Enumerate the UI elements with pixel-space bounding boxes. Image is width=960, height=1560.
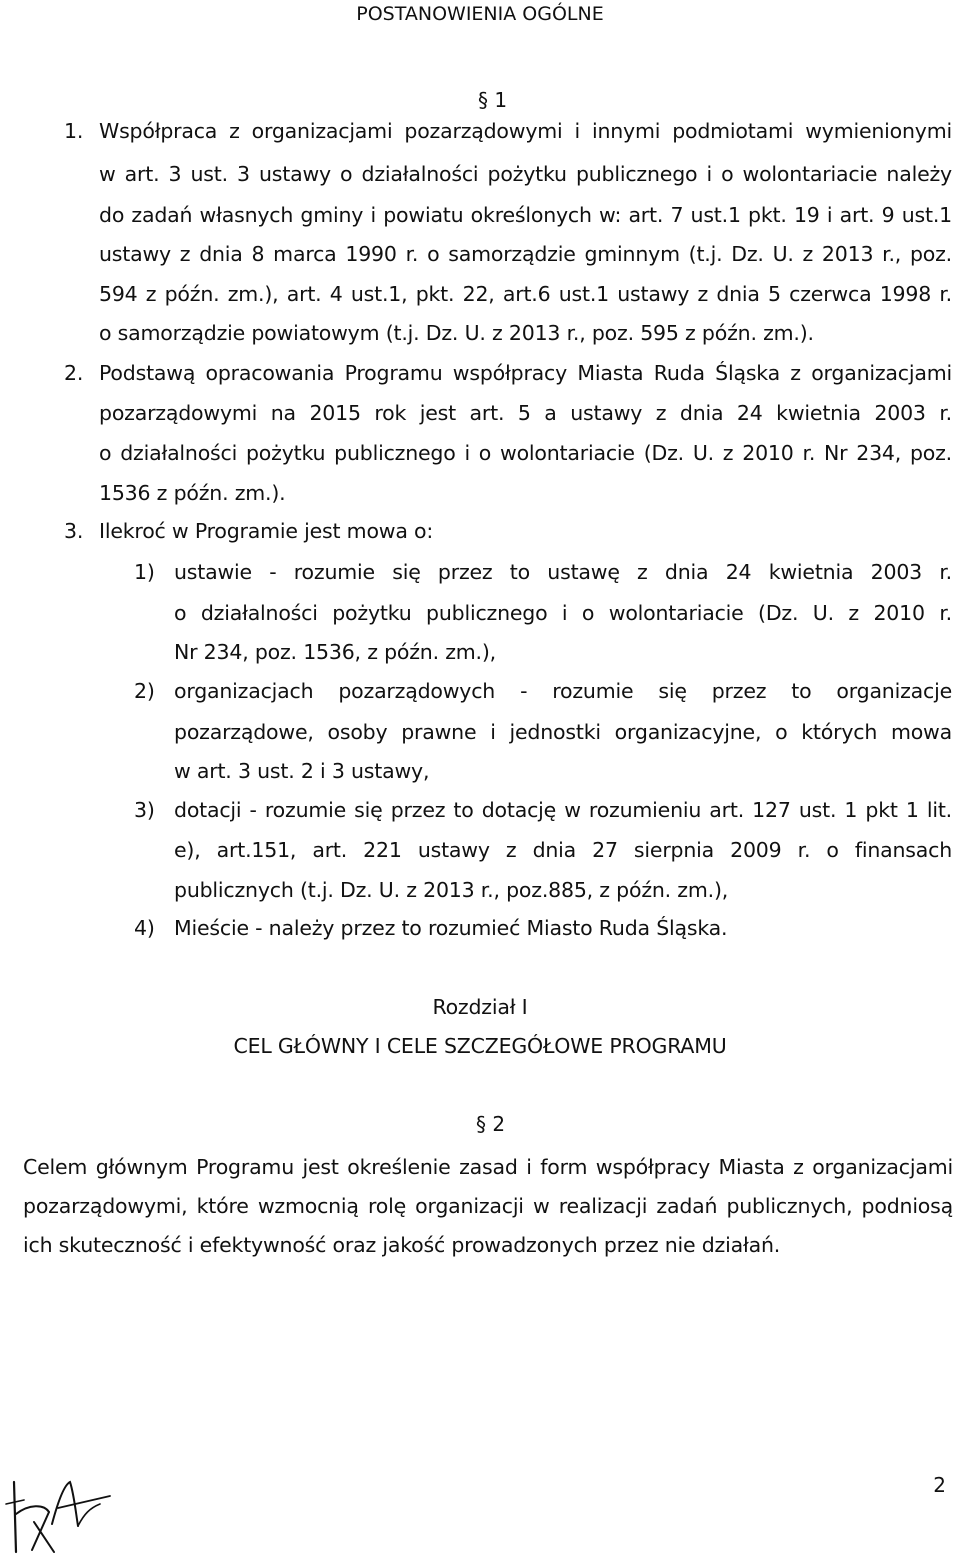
- item-1-line-3: do zadań własnych gminy i powiatu określonych w: art. 7 ust.1 pkt. 19 i art. 9 ust.1: [99, 203, 952, 227]
- item-2-line-1: Podstawą opracowania Programu współpracy Miasta Ruda Śląska z organizacjami: [99, 361, 952, 385]
- subitem-3-line-1: dotacji - rozumie się przez to dotację w rozumieniu art. 127 ust. 1 pkt 1 lit.: [174, 798, 952, 822]
- chapter-label: Rozdział I: [432, 995, 528, 1019]
- item-1-line-6: o samorządzie powiatowym (t.j. Dz. U. z 2013 r., poz. 595 z późn. zm.).: [99, 321, 814, 345]
- item-1-number: 1.: [64, 119, 84, 143]
- subitem-2-number: 2): [134, 679, 155, 703]
- subitem-1-number: 1): [134, 560, 155, 584]
- page-number: 2: [933, 1473, 946, 1497]
- subitem-1-line-2: o działalności pożytku publicznego i o wolontariacie (Dz. U. z 2010 r.: [174, 601, 952, 625]
- section-2-sign: § 2: [476, 1112, 506, 1136]
- subitem-3-line-2: e), art.151, art. 221 ustawy z dnia 27 sierpnia 2009 r. o finansach: [174, 838, 952, 862]
- item-2-number: 2.: [64, 361, 84, 385]
- item-1-line-2: w art. 3 ust. 3 ustawy o działalności pożytku publicznego i o wolontariacie należy: [99, 162, 952, 186]
- chapter-title: CEL GŁÓWNY I CELE SZCZEGÓŁOWE PROGRAMU: [233, 1034, 727, 1058]
- subitem-1-line-1: ustawie - rozumie się przez to ustawę z dnia 24 kwietnia 2003 r.: [174, 560, 952, 584]
- section-2-line-3: ich skuteczność i efektywność oraz jakość prowadzonych przez nie działań.: [23, 1233, 781, 1257]
- item-1-line-5: 594 z późn. zm.), art. 4 ust.1, pkt. 22, art.6 ust.1 ustawy z dnia 5 czerwca 1998 r.: [99, 282, 952, 306]
- item-2-line-2: pozarządowymi na 2015 rok jest art. 5 a ustawy z dnia 24 kwietnia 2003 r.: [99, 401, 952, 425]
- section-2-line-1: Celem głównym Programu jest określenie zasad i form współpracy Miasta z organizacjami: [23, 1155, 953, 1179]
- subitem-3-number: 3): [134, 798, 155, 822]
- item-3-line-1: Ilekroć w Programie jest mowa o:: [99, 519, 434, 543]
- subitem-4-number: 4): [134, 916, 155, 940]
- section-1-sign: § 1: [478, 88, 508, 112]
- item-2-line-3: o działalności pożytku publicznego i o wolontariacie (Dz. U. z 2010 r. Nr 234, poz.: [99, 441, 952, 465]
- subitem-4-line-1: Mieście - należy przez to rozumieć Miasto Ruda Śląska.: [174, 916, 728, 940]
- subitem-2-line-3: w art. 3 ust. 2 i 3 ustawy,: [174, 759, 430, 783]
- item-1-line-1: Współpraca z organizacjami pozarządowymi i innymi podmiotami wymienionymi: [99, 119, 952, 143]
- item-1-line-4: ustawy z dnia 8 marca 1990 r. o samorządzie gminnym (t.j. Dz. U. z 2013 r., poz.: [99, 242, 952, 266]
- subitem-2-line-2: pozarządowe, osoby prawne i jednostki organizacyjne, o których mowa: [174, 720, 952, 744]
- signature-icon: [4, 1474, 114, 1554]
- page-heading: POSTANOWIENIA OGÓLNE: [356, 3, 604, 25]
- subitem-3-line-3: publicznych (t.j. Dz. U. z 2013 r., poz.885, z późn. zm.),: [174, 878, 729, 902]
- section-2-line-2: pozarządowymi, które wzmocnią rolę organizacji w realizacji zadań publicznych, podniosą: [23, 1194, 953, 1218]
- item-3-number: 3.: [64, 519, 84, 543]
- item-2-line-4: 1536 z późn. zm.).: [99, 481, 286, 505]
- subitem-2-line-1: organizacjach pozarządowych - rozumie się przez to organizacje: [174, 679, 952, 703]
- subitem-1-line-3: Nr 234, poz. 1536, z późn. zm.),: [174, 640, 496, 664]
